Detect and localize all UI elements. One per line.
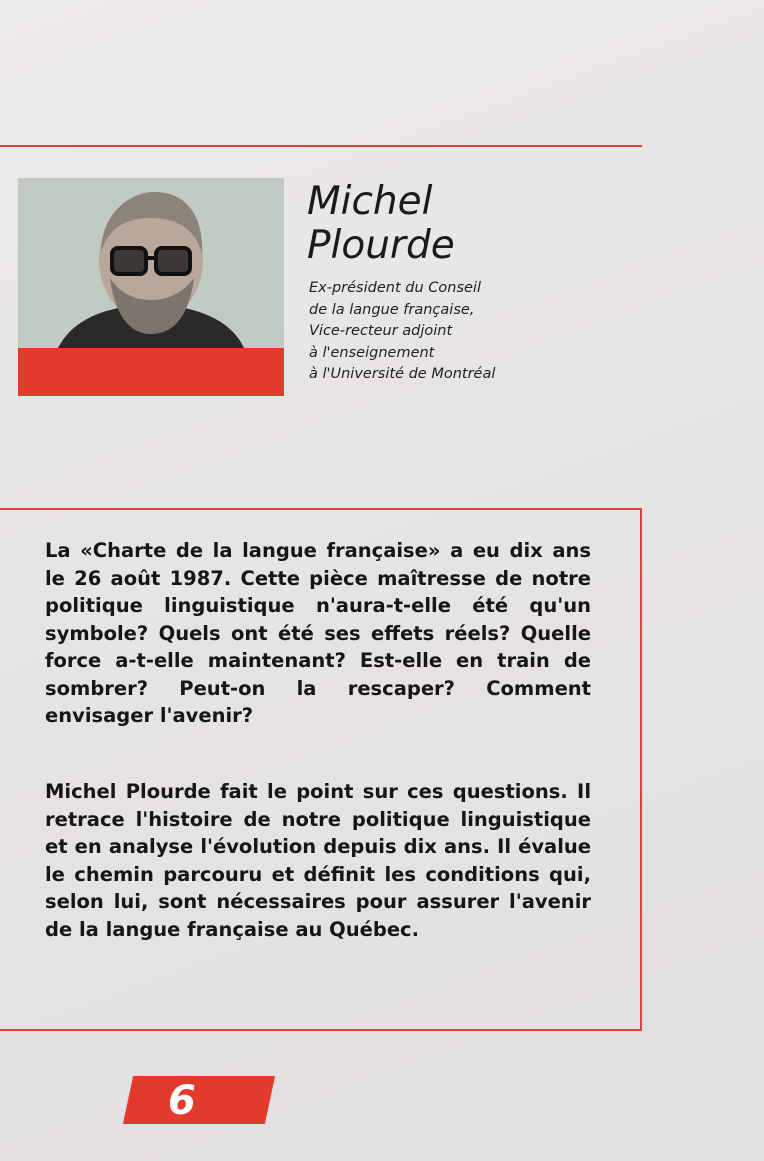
photo-red-band	[18, 348, 284, 396]
description-box	[0, 508, 642, 1031]
author-photo	[18, 178, 284, 396]
series-number: 6	[168, 1078, 196, 1124]
author-bio: Ex-président du Conseil de la langue française, Vice-recteur adjoint à l'enseignement à l'Université de Montréal	[309, 280, 496, 382]
top-rule	[0, 145, 642, 147]
description-paragraph-1: La «Charte de la langue française» a eu dix ans le 26 août 1987. Cette pièce maîtresse de notre politique linguistique n'aura-t-elle été qu'un symbole? Quels ont été ses effets réels? Quelle force a-t-elle maintenant? Est-elle en train de sombrer? Peut-on la rescaper? Comment envisager l'avenir?	[45, 539, 591, 727]
series-number-badge	[123, 1076, 275, 1124]
author-name: Michel Plourde	[307, 179, 455, 268]
author-portrait	[18, 178, 284, 348]
description-paragraph-2: Michel Plourde fait le point sur ces questions. Il retrace l'histoire de notre politique linguistique et en analyse l'évolution depuis dix ans. Il évalue le chemin parcouru et définit les conditions qui, selon lui, sont nécessaires pour assurer l'avenir de la langue française au Québec.	[45, 780, 591, 941]
